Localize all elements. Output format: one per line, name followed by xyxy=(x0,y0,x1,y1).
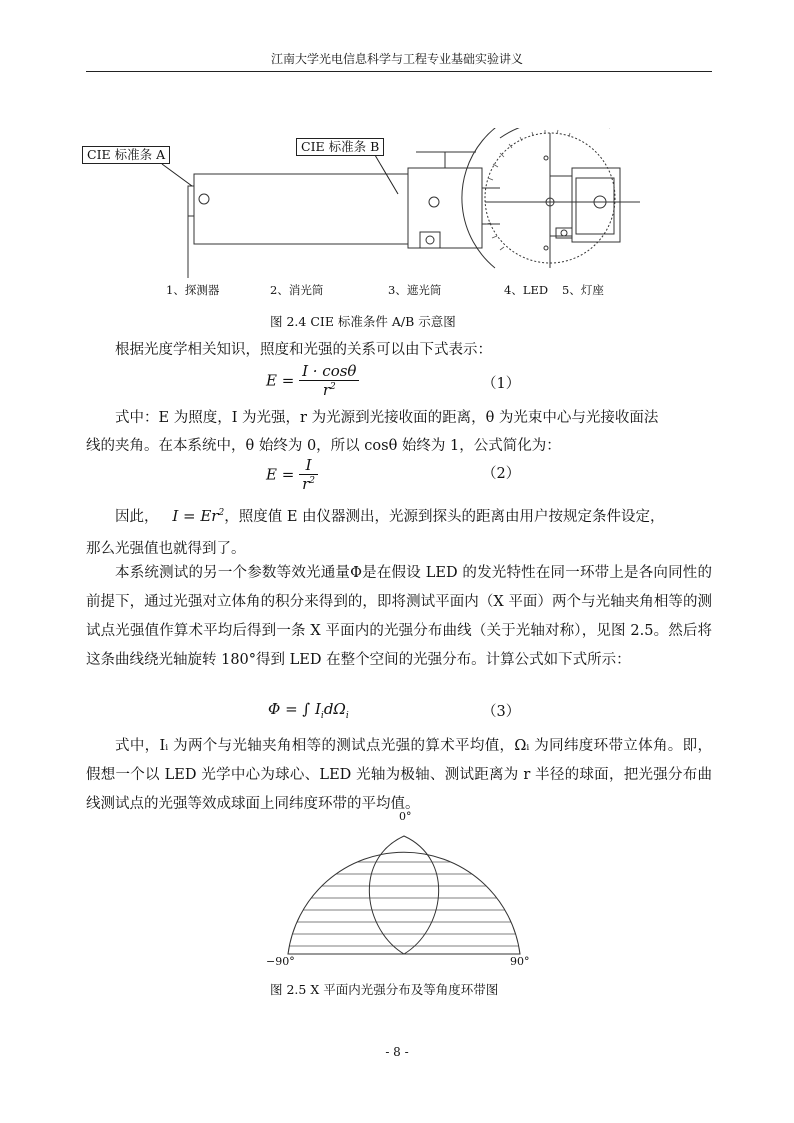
equation-2-number: （2） xyxy=(482,466,521,482)
paragraph-3-line-1: 因此， $I = Er^2$，照度值 E 由仪器测出，光源到探头的距离由用户按规定条件设定， xyxy=(115,507,665,525)
paragraph-2-line-2: 线的夹角。在本系统中，θ 始终为 0，所以 cosθ 始终为 1，公式简化为： xyxy=(86,438,561,454)
part-label-detector: 1、探测器 xyxy=(166,283,220,297)
equation-3: Φ = ∫ $I_id\Omega_i$ xyxy=(268,700,349,721)
paragraph-2-line-1: 式中：E 为照度，I 为光强，r 为光源到光接收面的距离，θ 为光束中心与光接收面法 xyxy=(115,410,659,426)
figure-2-5-right-label: 90° xyxy=(510,955,530,968)
intro-paragraph: 根据光度学相关知识，照度和光强的关系可以由下式表示： xyxy=(115,342,492,358)
equation-2 xyxy=(266,456,318,493)
equation-2-fraction xyxy=(299,456,318,493)
part-label-led: 4、LED xyxy=(504,283,549,297)
part-label-lamp-holder: 5、灯座 xyxy=(562,283,604,297)
part-label-shade-tube: 3、遮光筒 xyxy=(388,283,442,297)
figure-2-4-caption: 图 2.4 CIE 标准条件 A/B 示意图 xyxy=(270,314,456,329)
inline-formula-i-er2: $I = Er^2$ xyxy=(172,507,225,525)
equation-1-number: （1） xyxy=(482,376,521,392)
cie-label-b: CIE 标准条 B xyxy=(296,138,384,156)
header-rule xyxy=(86,71,712,72)
paragraph-3-line-2: 那么光强值也就得到了。 xyxy=(86,541,246,557)
figure-2-5-top-label: 0° xyxy=(399,810,412,823)
equation-2-lhs: E = xyxy=(266,465,295,484)
equation-1-fraction xyxy=(299,362,359,399)
equation-1-numerator: I · cosθ xyxy=(299,362,359,381)
equation-1 xyxy=(266,362,359,399)
paragraph-5: 式中，Iᵢ 为两个与光轴夹角相等的测试点光强的算术平均值，Ωᵢ 为同纬度环带立体角。即，假想一个以 LED 光学中心为球心、LED 光轴为极轴、测试距离为 r 半径的球面，把光强分布曲线测试点的光强等效成球面上同纬度环带的平均值。 xyxy=(86,738,712,812)
figure-2-5-caption: 图 2.5 X 平面内光强分布及等角度环带图 xyxy=(270,982,499,997)
figure-2-5-diagram xyxy=(284,820,524,960)
equation-1-denominator: $r^2$ xyxy=(322,381,336,399)
equation-2-denominator: $r^2$ xyxy=(302,475,315,493)
part-label-extinction-tube: 2、消光筒 xyxy=(270,283,324,297)
page-number: - 8 - xyxy=(385,1045,409,1059)
paragraph-4: 本系统测试的另一个参数等效光通量Φ是在假设 LED 的发光特性在同一环带上是各向同性的前提下，通过光强对立体角的积分来得到的，即将测试平面内（X 平面）两个与光轴夹角相等的测试点光强值作算术平均后得到一条 X 平面内的光强分布曲线（关于光轴对称），见图 2.5。然后将这条曲线绕光轴旋转 180°得到 LED 在整个空间的光强分布。计算公式如下式所示： xyxy=(86,565,712,668)
equation-2-numerator: I xyxy=(299,456,318,475)
cie-label-a: CIE 标准条 A xyxy=(82,146,170,164)
equation-3-number: （3） xyxy=(482,704,521,720)
running-header: 江南大学光电信息科学与工程专业基础实验讲义 xyxy=(270,52,523,66)
equation-1-lhs: E = xyxy=(266,371,295,390)
figure-2-5-left-label: −90° xyxy=(266,955,295,968)
